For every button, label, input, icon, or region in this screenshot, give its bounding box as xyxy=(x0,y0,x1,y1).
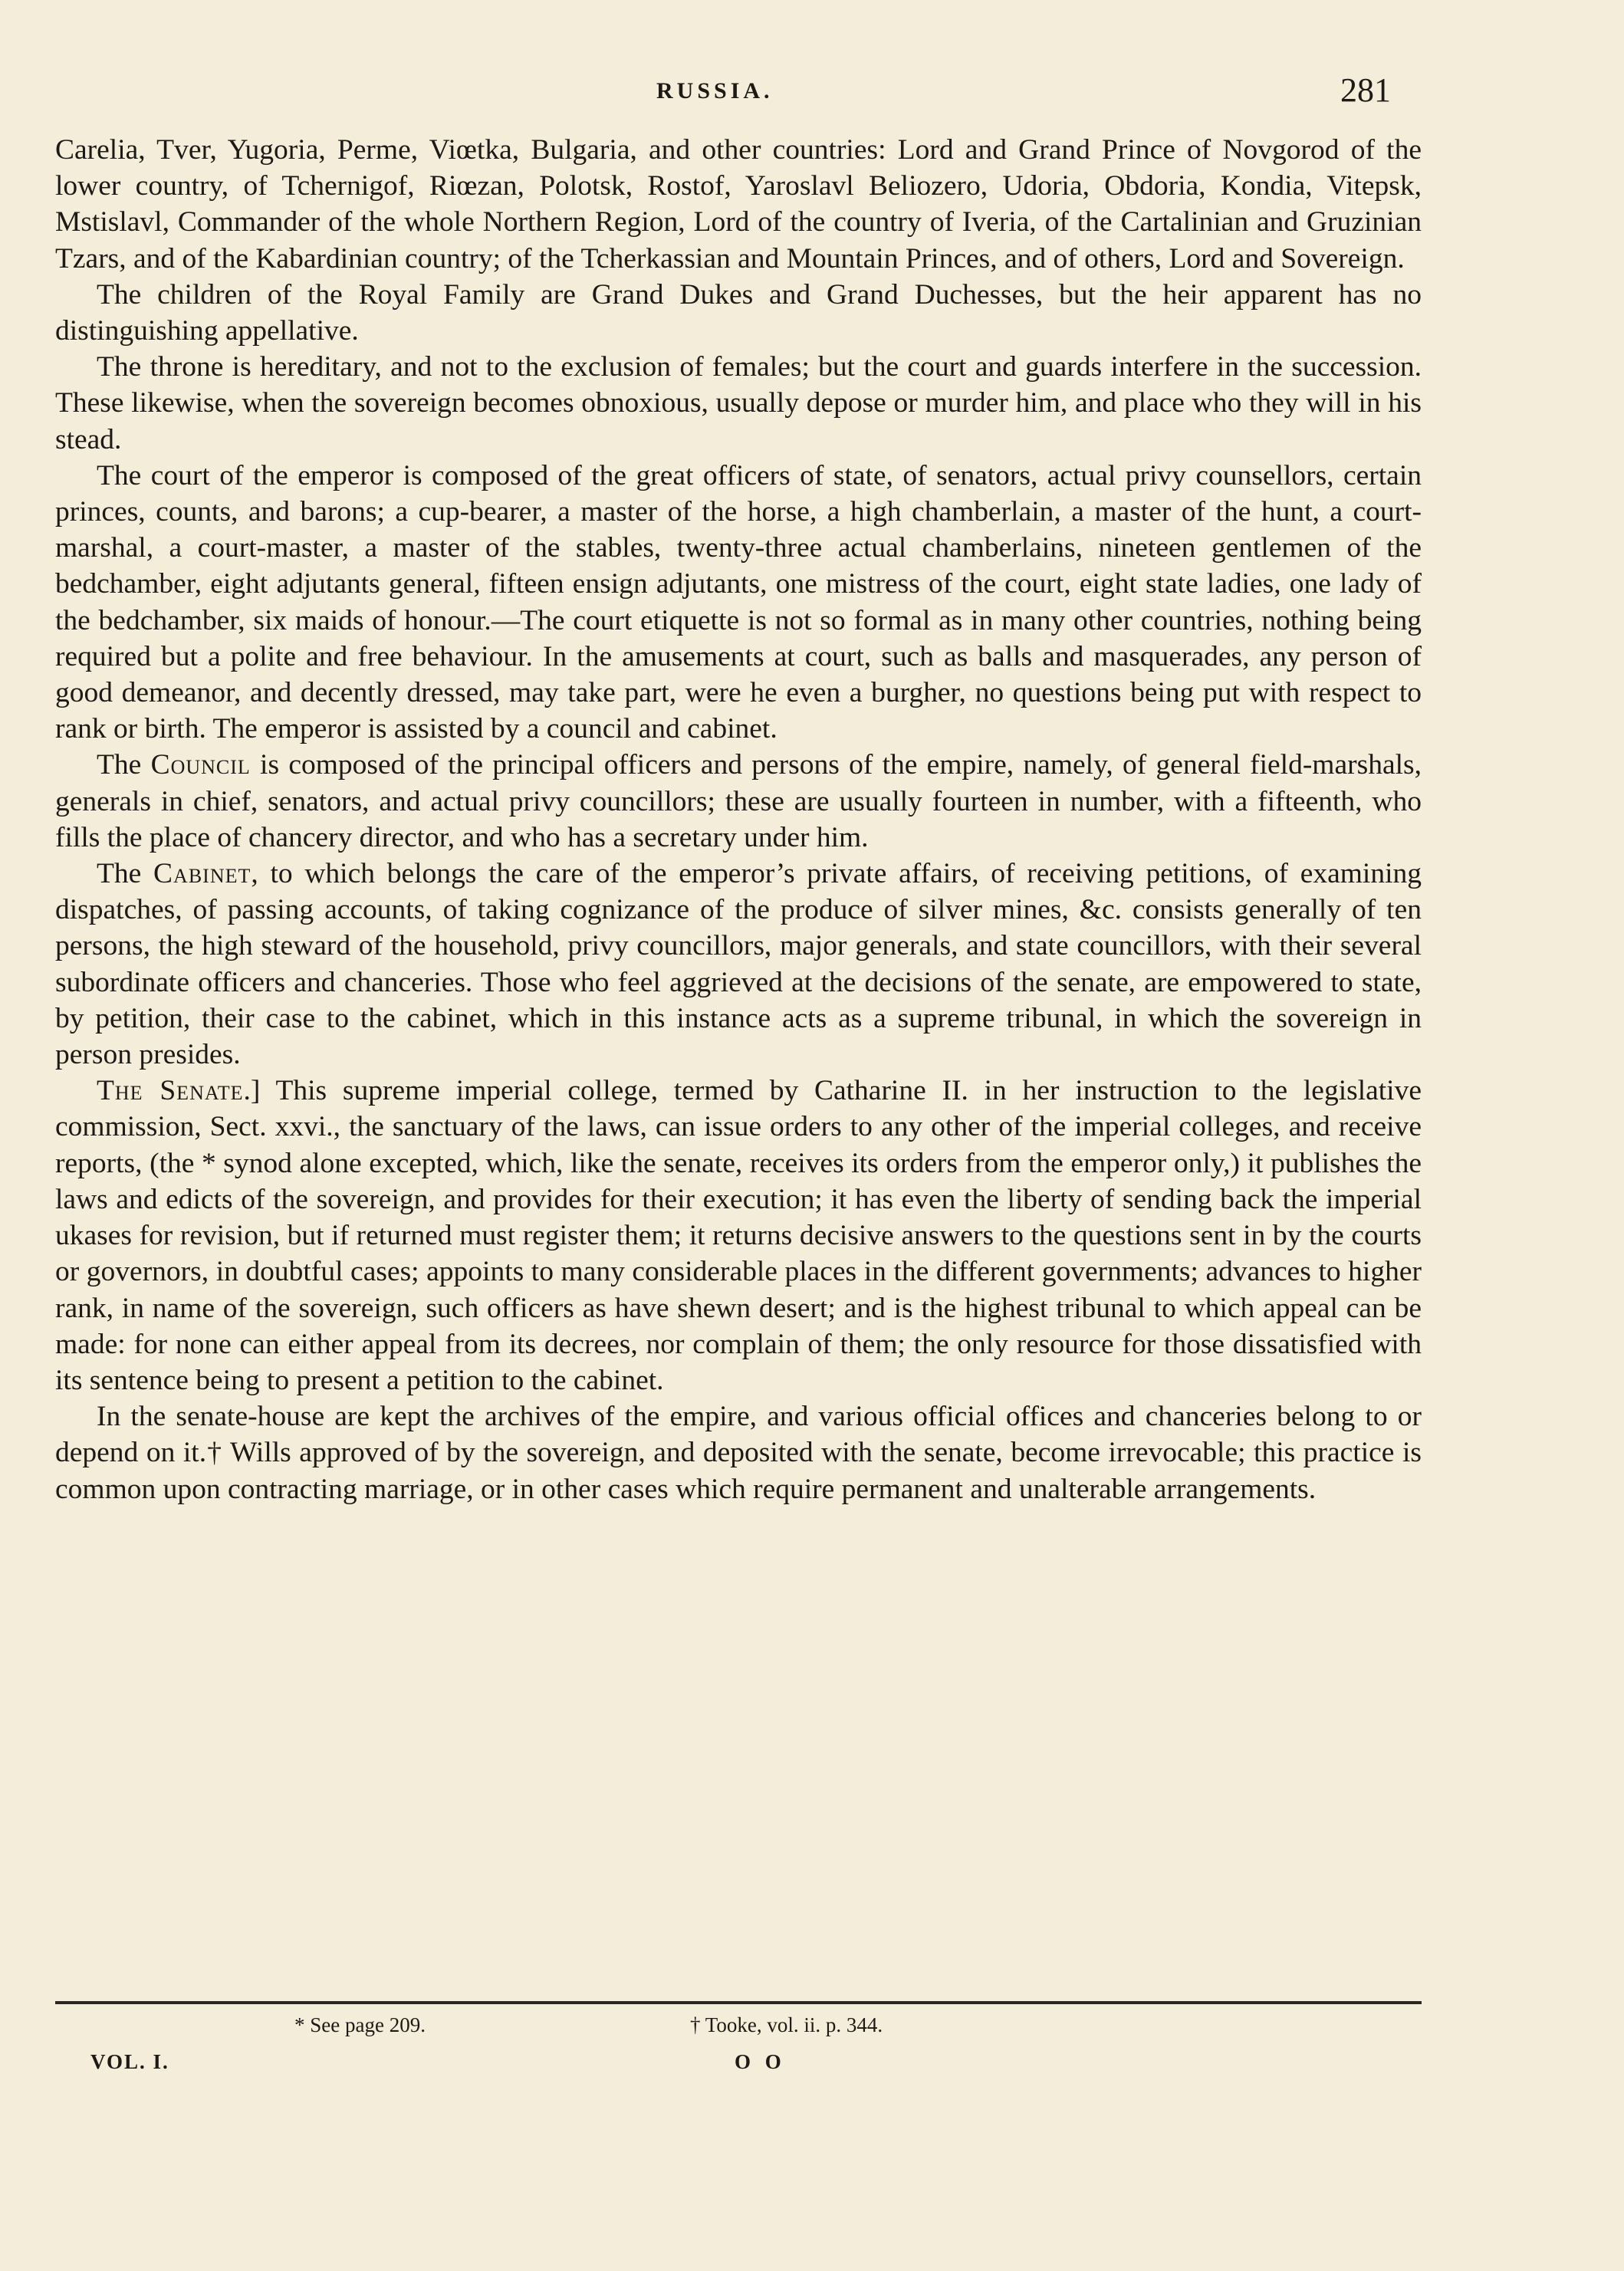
small-caps-heading: Council xyxy=(150,749,251,781)
paragraph xyxy=(55,1073,1422,1398)
signature-line xyxy=(0,2050,1624,2081)
paragraph xyxy=(55,747,1422,856)
paragraph-text: The xyxy=(97,858,154,890)
paragraph-text: Carelia, Tver, Yugoria, Perme, Viœtka, Bulgaria, and other countries: Lord and Grand Prince of Novgorod of the lower country, of Tchernigof, Riœzan, Polotsk, Rostof, Yaroslavl Beliozero, Udoria, Obdoria, Kondia, Vitepsk, Mstislavl, Commander of the whole Northern Region, Lord of the country of Iveria, of the Cartalinian and Gruzinian Tzars, and of the Kabardinian country; of the Tcherkassian and Mountain Princes, and of others, Lord and Sovereign. xyxy=(55,134,1422,274)
small-caps-heading: Cabinet xyxy=(153,858,251,890)
paragraph-text: .] This supreme imperial college, termed by Catharine II. in her instruction to the legislative commission, Sect. xxvi., the sanctuary of the laws, can issue orders to any other of the imperial colleges, and receive reports, (the * synod alone excepted, which, like the senate, receives its orders from the emperor only,) it publishes the laws and edicts of the sovereign, and provides for their execution; it has even the liberty of sending back the imperial ukases for revision, but if returned must register them; it returns decisive answers to the questions sent in by the courts or governors, in doubtful cases; appoints to many considerable places in the different governments; advances to higher rank, in name of the sovereign, such officers as have shewn desert; and is the highest tribunal to which appeal can be made: for none can either appeal from its decrees, nor complain of them; the only resource for those dissatisfied with its sentence being to present a petition to the cabinet. xyxy=(55,1075,1422,1396)
paragraph-text: The throne is hereditary, and not to the exclusion of females; but the court and guards interfere in the succession. These likewise, when the sovereign becomes obnoxious, usually depose or murder him, and place who they will in his stead. xyxy=(55,351,1422,455)
paragraph xyxy=(55,277,1422,349)
volume-marker: VOL. I. xyxy=(90,2050,169,2073)
paragraph-text: The children of the Royal Family are Grand Dukes and Grand Duchesses, but the heir apparent has no distinguishing appellative. xyxy=(55,278,1422,347)
footnotes xyxy=(0,2013,1624,2044)
footnote-rule xyxy=(55,2001,1422,2004)
paragraph-text: The xyxy=(97,749,151,781)
paragraph-text: is composed of the principal officers and persons of the empire, namely, of general field-marshals, generals in chief, senators, and actual privy councillors; these are usually fourteen in number, with a fifteenth, who fills the place of chancery director, and who has a secretary under him. xyxy=(55,749,1422,853)
printer-signature: O O xyxy=(735,2050,786,2073)
body-text xyxy=(55,132,1422,1507)
footnote-synod: * See page 209. xyxy=(294,2013,426,2036)
paragraph xyxy=(55,349,1422,458)
paragraph xyxy=(55,1398,1422,1507)
page-number: 281 xyxy=(1340,71,1391,109)
paragraph xyxy=(55,132,1422,277)
paragraph-text: The court of the emperor is composed of the great officers of state, of senators, actual privy counsellors, certain princes, counts, and barons; a cup-bearer, a master of the horse, a high chamberlain, a master of the hunt, a court-marshal, a court-master, a master of the stables, twenty-three actual chamberlains, nineteen gentlemen of the bedchamber, eight adjutants general, fifteen ensign adjutants, one mistress of the court, eight state ladies, one lady of the bedchamber, six maids of honour.—The court etiquette is not so formal as in many other countries, nothing being required but a polite and free behaviour. In the amusements at court, such as balls and masquerades, any person of good demeanor, and decently dressed, may take part, were he even a burgher, no questions being put with respect to rank or birth. The emperor is assisted by a council and cabinet. xyxy=(55,459,1422,745)
running-head xyxy=(0,71,1624,117)
paragraph xyxy=(55,458,1422,748)
paragraph-text: In the senate-house are kept the archives of the empire, and various official offices and chanceries belong to or depend on it.† Wills approved of by the sovereign, and deposited with the senate, become irrevocable; this practice is common upon contracting marriage, or in other cases which require permanent and unalterable arrangements. xyxy=(55,1401,1422,1505)
running-title: RUSSIA. xyxy=(656,78,774,104)
paragraph xyxy=(55,856,1422,1073)
footnote-tooke: † Tooke, vol. ii. p. 344. xyxy=(690,2013,883,2036)
small-caps-heading: The Senate xyxy=(97,1075,244,1107)
paragraph-text: , to which belongs the care of the emperor’s private affairs, of receiving petitions, of examining dispatches, of passing accounts, of taking cognizance of the produce of silver mines, &c. consists generally of ten persons, the high steward of the household, privy councillors, major generals, and state councillors, with their several subordinate officers and chanceries. Those who feel aggrieved at the decisions of the senate, are empowered to state, by petition, their case to the cabinet, which in this instance acts as a supreme tribunal, in which the sovereign in person presides. xyxy=(55,858,1422,1071)
